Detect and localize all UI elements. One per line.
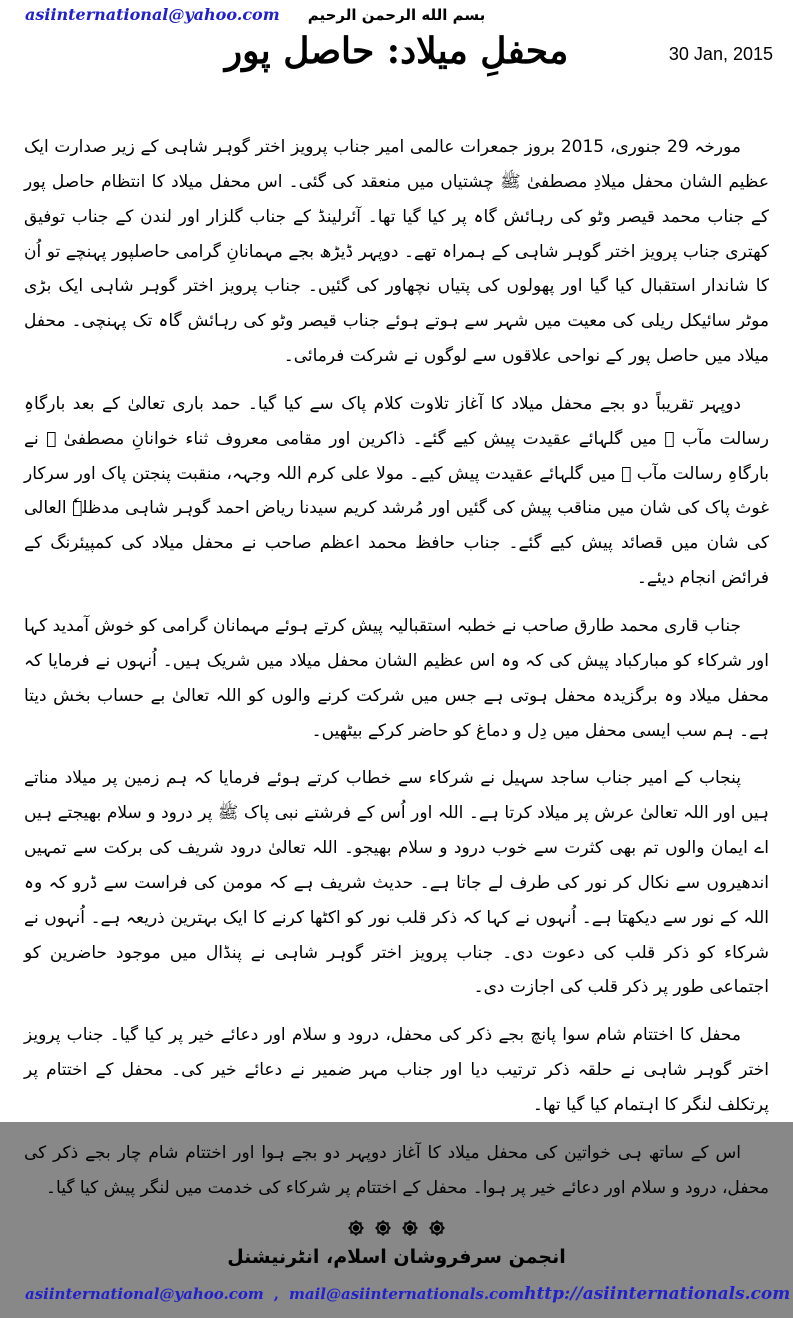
date-text: 30 Jan, 2015: [668, 44, 773, 64]
paragraph: مورخہ 29 جنوری، 2015 بروز جمعرات عالمی امیر جناب پرویز اختر گوہر شاہی کے زیر صدارت ایک عظیم الشان محفل میلادِ مصطفیٰ ﷺ چشتیاں میں منعقد کی گئی۔ اس محفل میلاد کا انتظام حاصل پور کے جناب محمد قیصر وٹو کی رہائش گاہ پر کیا گیا تھا۔ آئرلینڈ کے جناب گلزار اور لندن کے جناب توفیق کھتری جناب پرویز اختر گوہر شاہی کے ہمراہ تھے۔ دوپہر ڈیڑھ بجے مہمانانِ گرامی حاصلپور پہنچے تو اُن کا شاندار استقبال کیا گیا اور پھولوں کی پتیاں نچھاور کی گئیں۔ جناب پرویز اختر گوہر شاہی ایک بڑی موٹر سائیکل ریلی کی معیت میں شہر سے ہوتے ہوئے جناب قیصر وٹو کی رہائش گاہ تک پہنچی۔ محفل میلاد میں حاصل پور کے نواحی علاقوں سے لوگوں نے شرکت فرمائی۔: [24, 137, 769, 367]
contact-row: [25, 1284, 791, 1305]
header-email-link[interactable]: asiinternational@yahoo.com: [25, 5, 280, 24]
eight-pointed-star-icon: [400, 1218, 420, 1238]
footer-emails: [25, 1285, 524, 1303]
organization-name: انجمن سرفروشان اسلام، انٹرنیشنل: [227, 1246, 566, 1269]
bismillah-text: بسم الله الرحمن الرحيم: [307, 6, 486, 24]
eight-pointed-star-icon: [373, 1218, 393, 1238]
paragraph: پنجاب کے امیر جناب ساجد سہیل نے شرکاء سے خطاب کرتے ہوئے فرمایا کہ ہم زمین پر میلاد مناتے ہیں اور اللہ تعالیٰ عرش پر میلاد کرتا ہے۔ اللہ اور اُس کے فرشتے نبی پاک ﷺ پر درود و سلام بھیجتے ہیں اے ایمان والوں تم بھی کثرت سے خوب درود و سلام بھیجو۔ اللہ تعالیٰ درود شریف کی برکت سے تمہیں اندھیروں سے نکال کر نور کی طرف لے جاتا ہے۔ حدیث شریف ہے کہ مومن کی فراست سے ڈرو کہ وہ اللہ کے نور سے دیکھتا ہے۔ اُنہوں نے کہا کہ ذکر قلب نور کو اکٹھا کرنے کا ایک بہترین ذریعہ ہے۔ اُنہوں نے شرکاء کو ذکر قلب کی دعوت دی۔ جناب پرویز اختر گوہر شاہی نے پنڈال میں موجود حاضرین کو اجتماعی طور پر ذکر قلب کی اجازت دی۔: [24, 768, 769, 998]
paragraph: اس کے ساتھ ہی خواتین کی محفل میلاد کا آغاز دوپہر دو بجے ہوا اور اختتام شام چار بجے ذکر کی محفل، درود و سلام اور دعائے خیر پر ہوا۔ محفل کے اختتام پر شرکاء کی خدمت میں لنگر پیش کیا گیا۔: [24, 1142, 769, 1198]
paragraph: دوپہر تقریباً دو بجے محفل میلاد کا آغاز تلاوت کلام پاک سے کیا گیا۔ حمد باری تعالیٰ کے بعد بارگاہِ رسالت مآب ﷺ میں گلہائے عقیدت پیش کیے گئے۔ ذاکرین اور مقامی معروف ثناء خوانانِ مصطفیٰ ﷺ نے بارگاہِ رسالت مآب ﷺ میں گلہائے عقیدت پیش کیے۔ مولا علی کرم اللہ وجہہ، منقبت پنجتن پاک اور سرکار غوث پاک کی شان میں مناقب پیش کی گئیں اور مُرشد کریم سیدنا ریاض احمد گوہر شاہی مدظلہٗ العالی کی شان میں قصائد پیش کیے گئے۔ جناب حافظ محمد اعظم صاحب نے محفل میلاد کی کمپیئرنگ کے فرائض انجام دیئے۔: [24, 393, 769, 589]
footer-email-separator: ,: [273, 1285, 279, 1304]
eight-pointed-star-icon: [346, 1218, 366, 1238]
ornament-divider: [0, 1218, 793, 1238]
paragraph: محفل کا اختتام شام سوا پانچ بجے ذکر کی محفل، درود و سلام اور دعائے خیر پر کیا گیا۔ جناب پرویز اختر گوہر شاہی نے حلقہ ذکر ترتیب دیا اور جناب مہر ضمیر نے دعائے خیر کی۔ محفل کے اختتام پر پرتکلف لنگر کا اہتمام کیا گیا تھا۔: [24, 1025, 769, 1115]
page-title: محفلِ میلاد: حاصل پور: [224, 30, 569, 72]
paragraph: جناب قاری محمد طارق صاحب نے خطبہ استقبالیہ پیش کرتے ہوئے مہمانان گرامی کو خوش آمدید کہا اور شرکاء کو مبارکباد پیش کی کہ وہ اس عظیم الشان محفل میلاد میں شریک ہیں۔ اُنہوں نے فرمایا کہ محفل میلاد وہ برگزیدہ محفل ہوتی ہے جس میں شرکت کرنے والوں کو اللہ تعالیٰ بے حساب بخش دیتا ہے۔ ہم سب ایسی محفل میں دِل و دماغ کو حاضر کرکے بیٹھیں۔: [23, 615, 769, 741]
footer-email-primary[interactable]: asiinternational@yahoo.com: [25, 1285, 264, 1304]
footer-email-secondary[interactable]: mail@asiinternationals.com: [288, 1285, 525, 1304]
article-body: [24, 130, 769, 1218]
eight-pointed-star-icon: [427, 1218, 447, 1238]
page-header: [0, 0, 793, 112]
footer-website-link[interactable]: http://asiinternationals.com: [524, 1284, 791, 1305]
page-footer: [0, 1218, 793, 1318]
